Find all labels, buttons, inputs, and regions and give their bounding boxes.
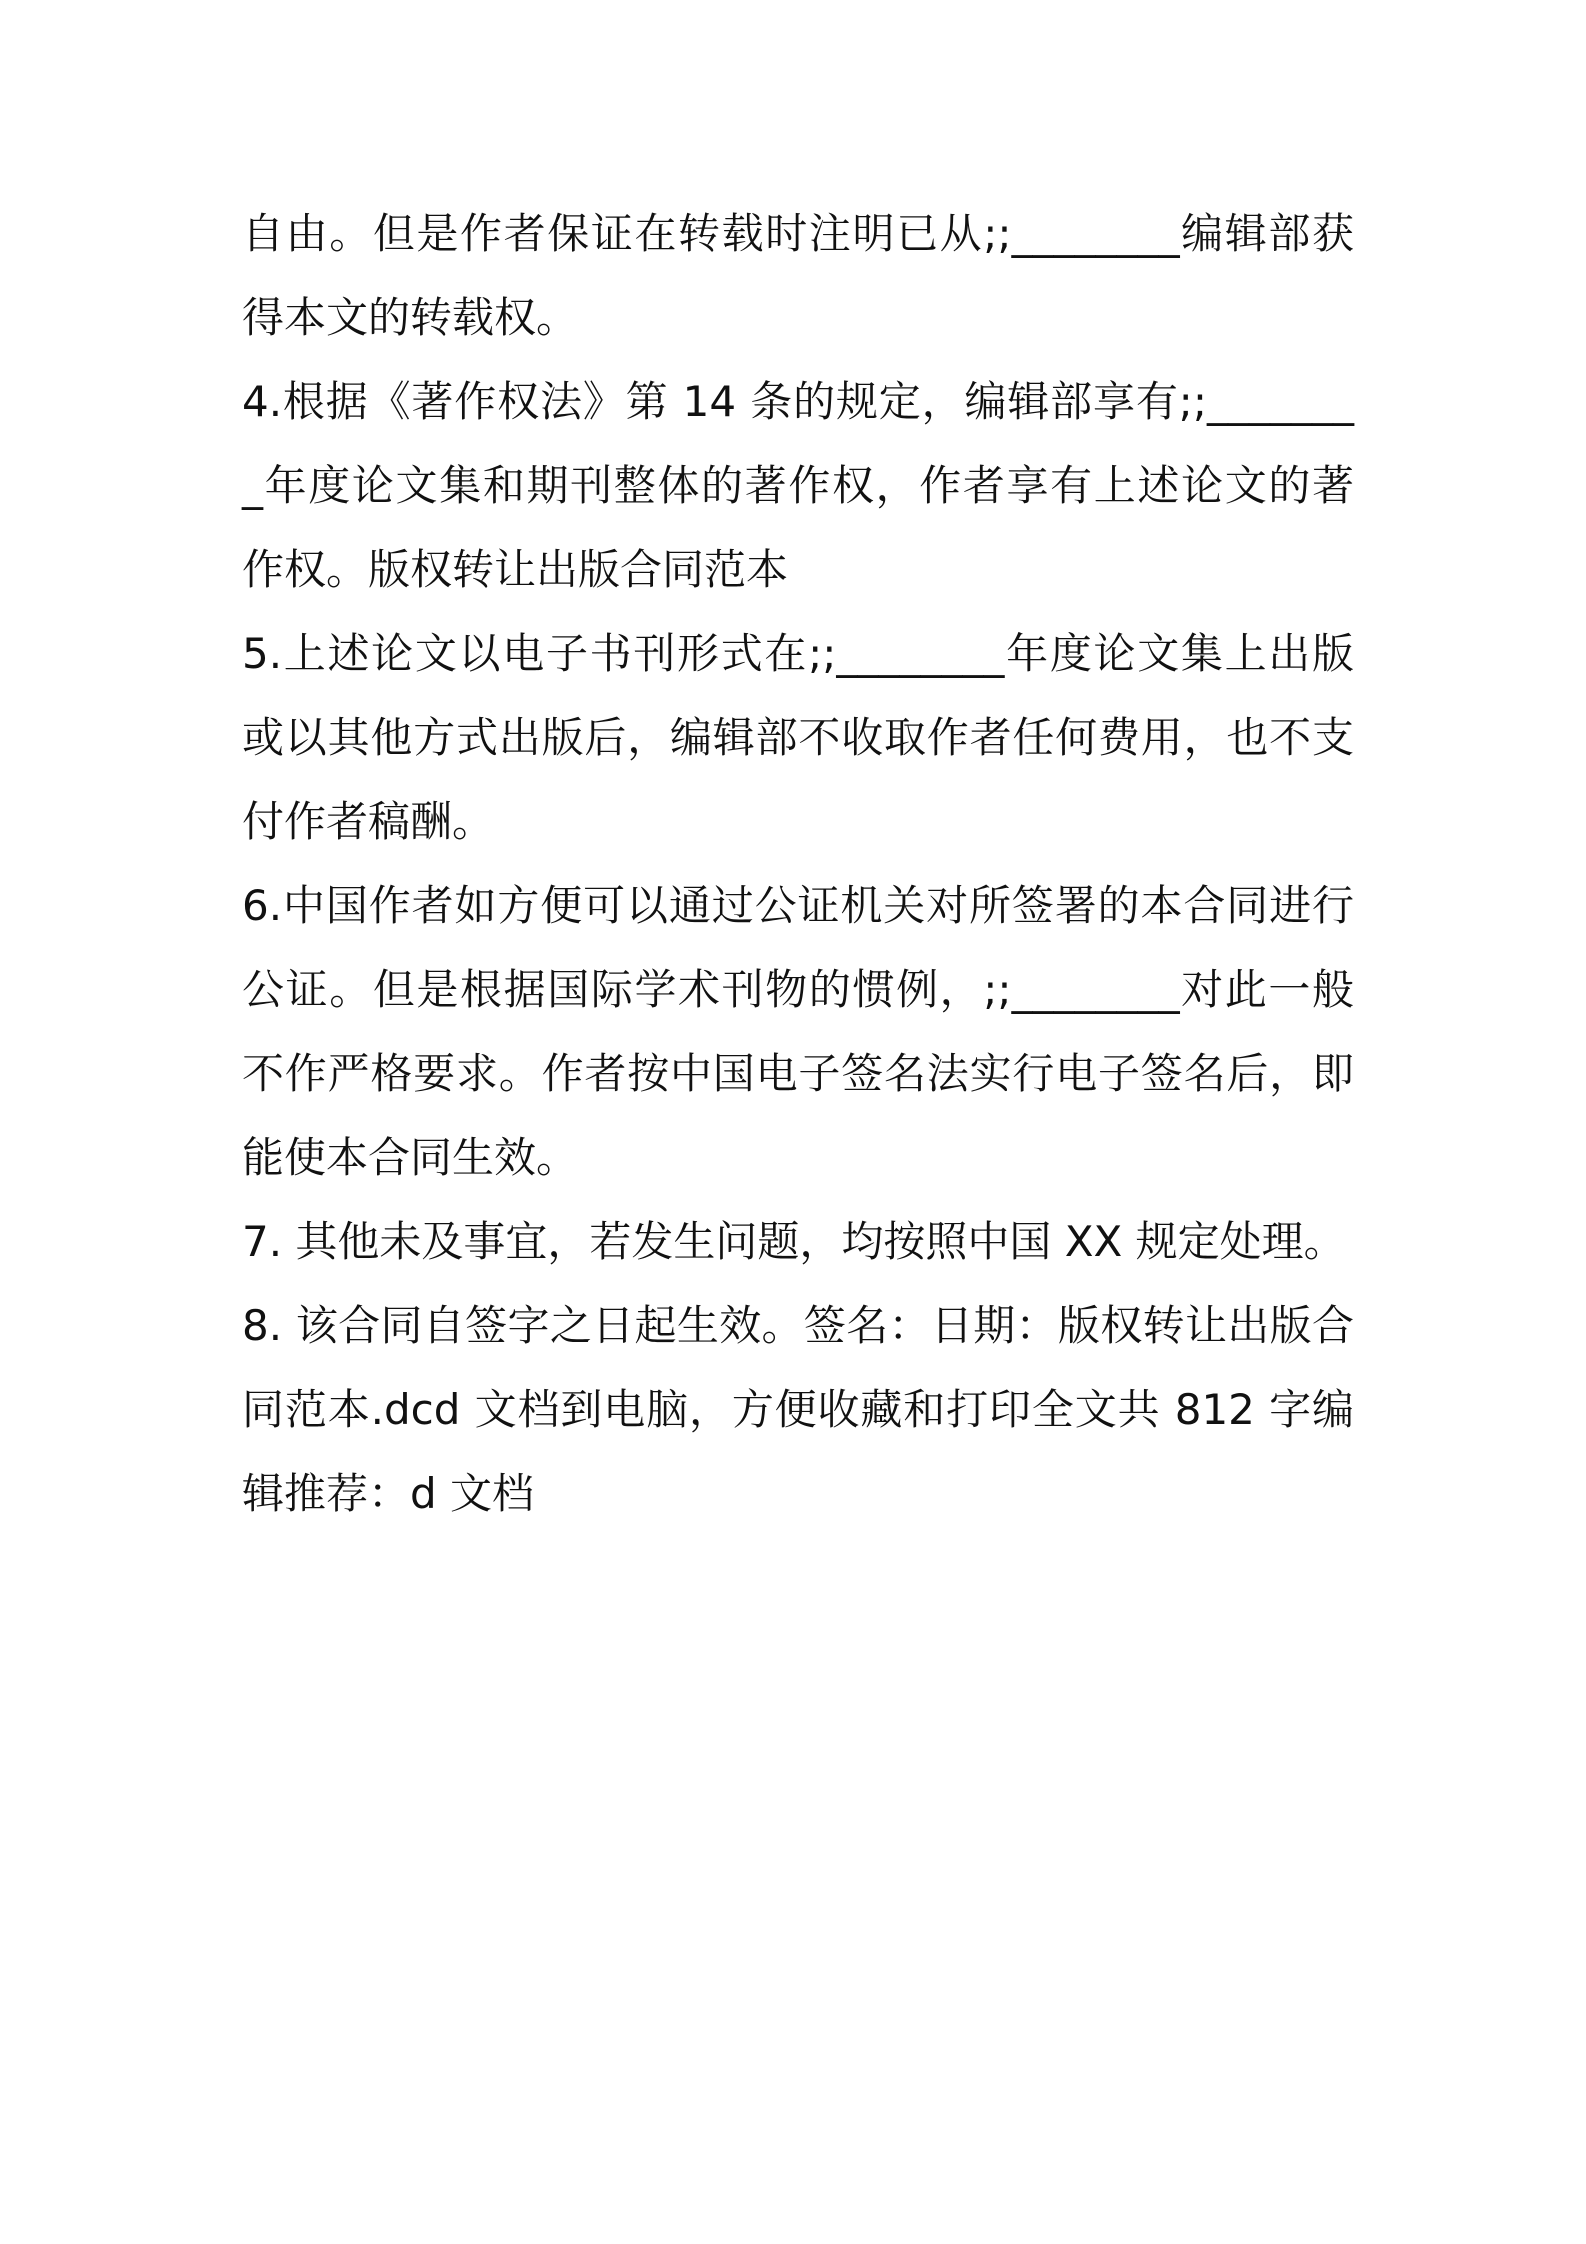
paragraph-clause-5: 5.上述论文以电子书刊形式在;;________年度论文集上出版或以其他方式出版后，编辑部不收取作者任何费用，也不支付作者稿酬。 [242,629,1354,846]
document-body [242,192,1354,1536]
paragraph-clause-6: 6.中国作者如方便可以通过公证机关对所签署的本合同进行公证。但是根据国际学术刊物的惯例，;;________对此一般不作严格要求。作者按中国电子签名法实行电子签名后，即能使本合同生效。 [242,881,1354,1182]
paragraph-clause-4: 4.根据《著作权法》第 14 条的规定，编辑部享有;;________年度论文集和期刊整体的著作权，作者享有上述论文的著作权。版权转让出版合同范本 [242,377,1354,594]
paragraph-clause-7: 7. 其他未及事宜，若发生问题，均按照中国 XX 规定处理。 [242,1217,1346,1266]
paragraph-clause-8: 8. 该合同自签字之日起生效。签名：日期：版权转让出版合同范本.dcd 文档到电脑，方便收藏和打印全文共 812 字编辑推荐：d 文档 [242,1301,1354,1518]
paragraph-intro: 自由。但是作者保证在转载时注明已从;;________编辑部获得本文的转载权。 [242,209,1354,342]
